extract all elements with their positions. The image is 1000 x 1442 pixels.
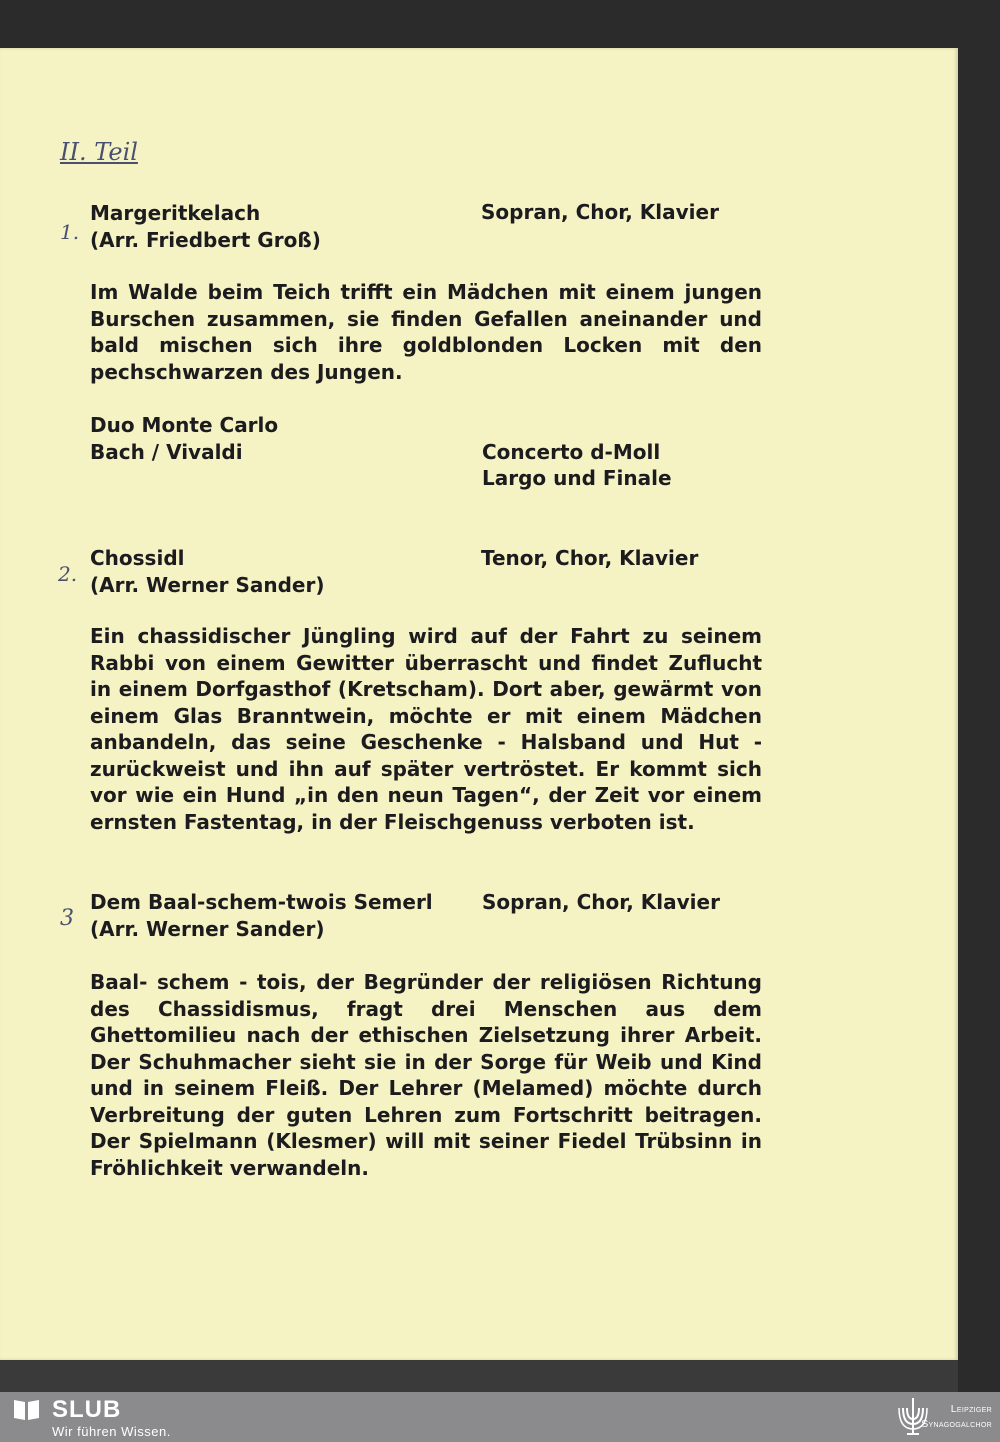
choir-name-line1: Leipziger [950, 1403, 992, 1415]
handwritten-number-2: 2. [58, 562, 78, 586]
choir-name-line2: Synagogalchor [921, 1418, 992, 1430]
library-tagline: Wir führen Wissen. [52, 1424, 171, 1439]
item3-description: Baal- schem - tois, der Begründer der religiösen Richtung des Chassidismus, fragt drei Menschen aus dem Ghettomilieu nach der ethischen Zielsetzung ihrer Arbeit. Der Schuhmacher sieht sie in der Sorge für Weib und Kind und in seinem Fleiß. Der Lehrer (Melamed) möchte durch Verbreitung der guten Lehren zum Fortschritt beitragen. Der Spielmann (Klesmer) will mit seiner Fiedel Trübsinn in Fröhlichkeit verwandeln. [90, 970, 762, 1180]
item1-description: Im Walde beim Teich trifft ein Mädchen mit einem jungen Burschen zusammen, sie finden Gefallen aneinander und bald mischen sich ihre goldblonden Locken mit den pechschwarzen des Jungen. [90, 280, 762, 384]
handwritten-number-3: 3 [60, 906, 74, 931]
handwritten-page-mark: II. Teil [60, 138, 138, 166]
scan-background [0, 1360, 958, 1392]
item2-description: Ein chassidischer Jüngling wird auf der Fahrt zu seinem Rabbi von einem Gewitter überrascht und findet Zuflucht in einem Dorfgasthof (Kretscham). Dort aber, gewärmt von einem Glas Branntwein, möchte er mit einem Mädchen anbandeln, das seine Geschenke - Halsband und Hut - zurückweist und ihn auf später vertröstet. Er kommt sich vor wie ein Hund „in den neun Tagen“, der Zeit vor einem ernsten Fastentag, in der Fleischgenuss verboten ist. [90, 624, 762, 834]
item3-title: Dem Baal-schem-twois Semerl [90, 890, 433, 914]
interlude-movements: Largo und Finale [482, 466, 672, 490]
item2-arrangement: (Arr. Werner Sander) [90, 573, 325, 597]
interlude-work: Concerto d-Moll [482, 440, 661, 464]
footer-bar [0, 1392, 1000, 1442]
item1-title: Margeritkelach [90, 201, 261, 225]
item1-arrangement: (Arr. Friedbert Groß) [90, 228, 321, 252]
interlude-performer: Duo Monte Carlo [90, 413, 279, 437]
item3-arrangement: (Arr. Werner Sander) [90, 917, 325, 941]
item2-voices: Tenor, Chor, Klavier [481, 546, 699, 570]
item3-voices: Sopran, Chor, Klavier [482, 890, 720, 914]
choir-name [920, 1402, 992, 1432]
item1-voices: Sopran, Chor, Klavier [481, 200, 719, 224]
library-name: SLUB [52, 1396, 122, 1423]
handwritten-number-1: 1. [60, 220, 80, 244]
book-icon [12, 1398, 42, 1422]
interlude-composer: Bach / Vivaldi [90, 440, 243, 464]
item2-title: Chossidl [90, 546, 185, 570]
